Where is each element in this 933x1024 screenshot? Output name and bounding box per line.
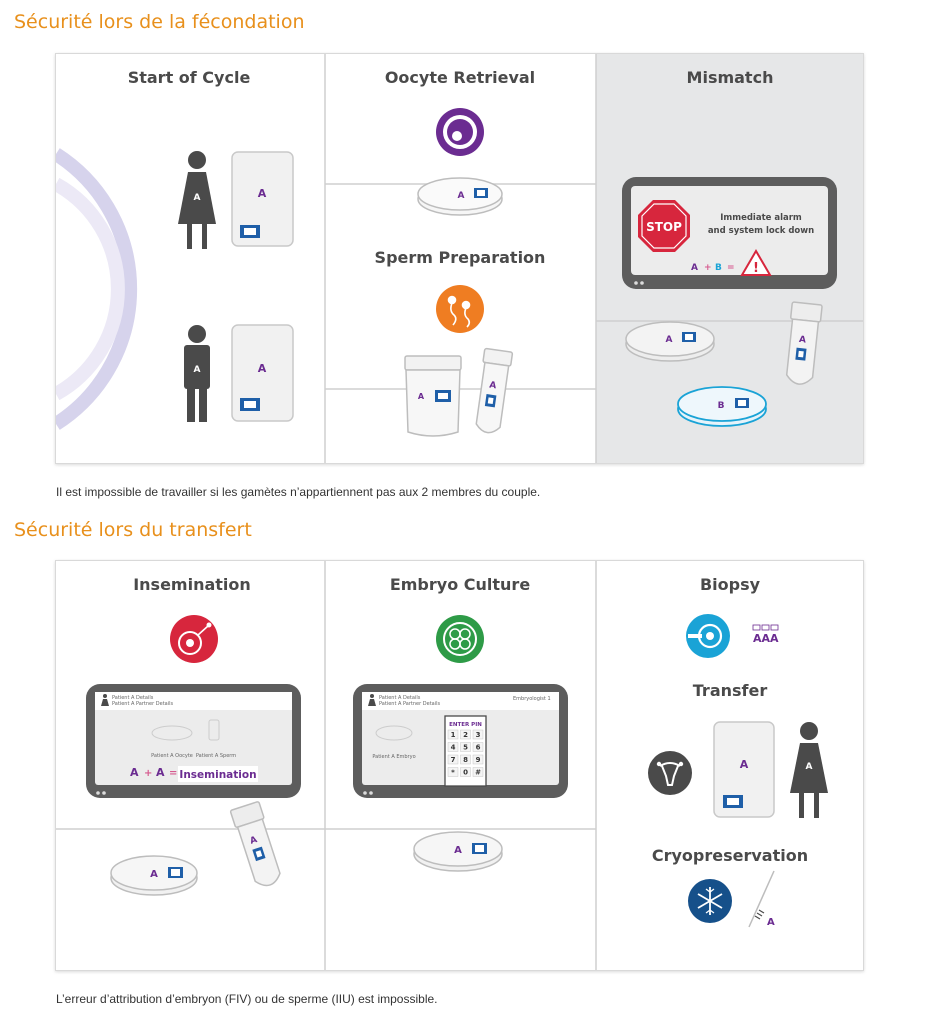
svg-text:Patient A Details: Patient A Details [112,695,154,701]
patient-card-man [232,325,293,421]
stop-sign-icon [638,200,690,252]
snowflake-icon [688,879,732,923]
svg-text:A: A [798,334,807,346]
svg-text:A: A [193,365,201,375]
svg-text:A: A [417,392,425,401]
sample-container [405,356,461,436]
biopsy-icon [686,614,730,658]
petri-dish-insemination [111,856,197,895]
keypad-key: 2 [463,731,468,739]
svg-text:B: B [715,263,722,273]
caption-transfer: L’erreur d’attribution d’embryon (FIV) ou de sperme (IIU) est impossible. [56,992,438,1006]
svg-text:AAA: AAA [753,632,779,645]
embryo-icon [436,615,484,663]
fertilization-infographic [55,53,864,464]
svg-text:ENTER PIN: ENTER PIN [449,722,482,728]
svg-text:Patient A Embryo: Patient A Embryo [372,754,416,760]
column-title-start-of-cycle: Start of Cycle [127,68,251,87]
cryo-straw-icon [749,871,775,928]
svg-text:STOP: STOP [646,220,682,234]
svg-text:+: + [704,263,712,273]
woman-icon-transfer [790,722,828,818]
rfid-waves-icon [56,154,130,424]
keypad-key: 0 [463,768,468,777]
svg-text:Patient A Oocyte: Patient A Oocyte [151,753,193,759]
test-tube-insemination [230,801,284,889]
svg-text:A: A [248,835,259,847]
man-icon [184,325,210,422]
petri-dish-oocyte [418,178,502,215]
oocyte-icon [436,108,484,156]
woman-icon [178,151,216,249]
sperm-icon [436,285,484,333]
svg-text:A: A [767,917,775,928]
svg-text:Patient A Partner Details: Patient A Partner Details [112,701,174,707]
insemination-monitor [86,684,301,798]
svg-text:Insemination: Insemination [179,769,257,781]
transfer-infographic [55,560,864,971]
petri-dish-a [626,322,714,361]
patient-card-woman [232,152,293,246]
keypad-key: 6 [475,743,481,752]
svg-text:!: ! [753,261,759,276]
alarm-text-line2: and system lock down [707,226,815,236]
keypad-key: 4 [450,743,456,752]
keypad-key: 9 [475,756,481,764]
svg-text:A: A [454,845,462,856]
column-title-cryopreservation: Cryopreservation [651,846,809,865]
keypad-key: 5 [463,743,468,752]
test-tube-sperm [473,348,512,434]
keypad-key: 7 [450,756,456,764]
svg-text:=: = [727,263,735,273]
uterus-icon [648,751,692,795]
column-title-oocyte-retrieval: Oocyte Retrieval [384,68,536,87]
column-title-embryo-culture: Embryo Culture [389,575,531,594]
svg-text:A: A [488,380,497,392]
alarm-text-line1: Immediate alarm [720,213,802,223]
svg-text:A: A [257,362,267,375]
svg-text:Patient A Details: Patient A Details [379,695,421,701]
patient-card-transfer [714,722,774,817]
keypad-key: # [475,768,481,777]
svg-text:A: A [739,758,749,771]
keypad-key: * [451,768,455,777]
svg-text:+: + [144,768,153,779]
svg-text:A: A [457,191,465,201]
svg-text:A: A [691,263,698,273]
column-title-sperm-preparation: Sperm Preparation [374,248,546,267]
pin-keypad [445,716,486,786]
biopsy-tubes [753,625,779,645]
svg-text:A: A [156,766,165,779]
svg-text:B: B [717,401,725,411]
svg-text:Patient A Partner Details: Patient A Partner Details [379,701,441,707]
petri-dish-b [678,387,766,426]
section-title-transfer: Sécurité lors du transfert [14,519,252,541]
svg-text:A: A [130,766,139,779]
keypad-key: 1 [450,731,456,739]
keypad-key: 3 [475,731,481,739]
section-title-fertilization: Sécurité lors de la fécondation [14,11,305,33]
column-title-insemination: Insemination [133,575,251,594]
column-title-mismatch: Mismatch [686,68,774,87]
svg-text:A: A [665,335,673,345]
svg-text:Patient A Sperm: Patient A Sperm [195,753,237,759]
insemination-icon [170,615,218,663]
column-title-transfer: Transfer [692,681,768,700]
svg-text:=: = [169,768,178,779]
svg-text:A: A [257,187,267,200]
caption-fertilization: Il est impossible de travailler si les gamètes n’appartiennent pas aux 2 membres du couple. [56,485,541,499]
svg-text:A: A [150,869,158,880]
petri-dish-culture [414,832,502,871]
svg-text:A: A [193,193,201,203]
svg-text:Embryologist 1: Embryologist 1 [513,696,551,702]
keypad-key: 8 [463,756,468,764]
column-title-biopsy: Biopsy [699,575,761,594]
svg-text:A: A [805,762,813,772]
